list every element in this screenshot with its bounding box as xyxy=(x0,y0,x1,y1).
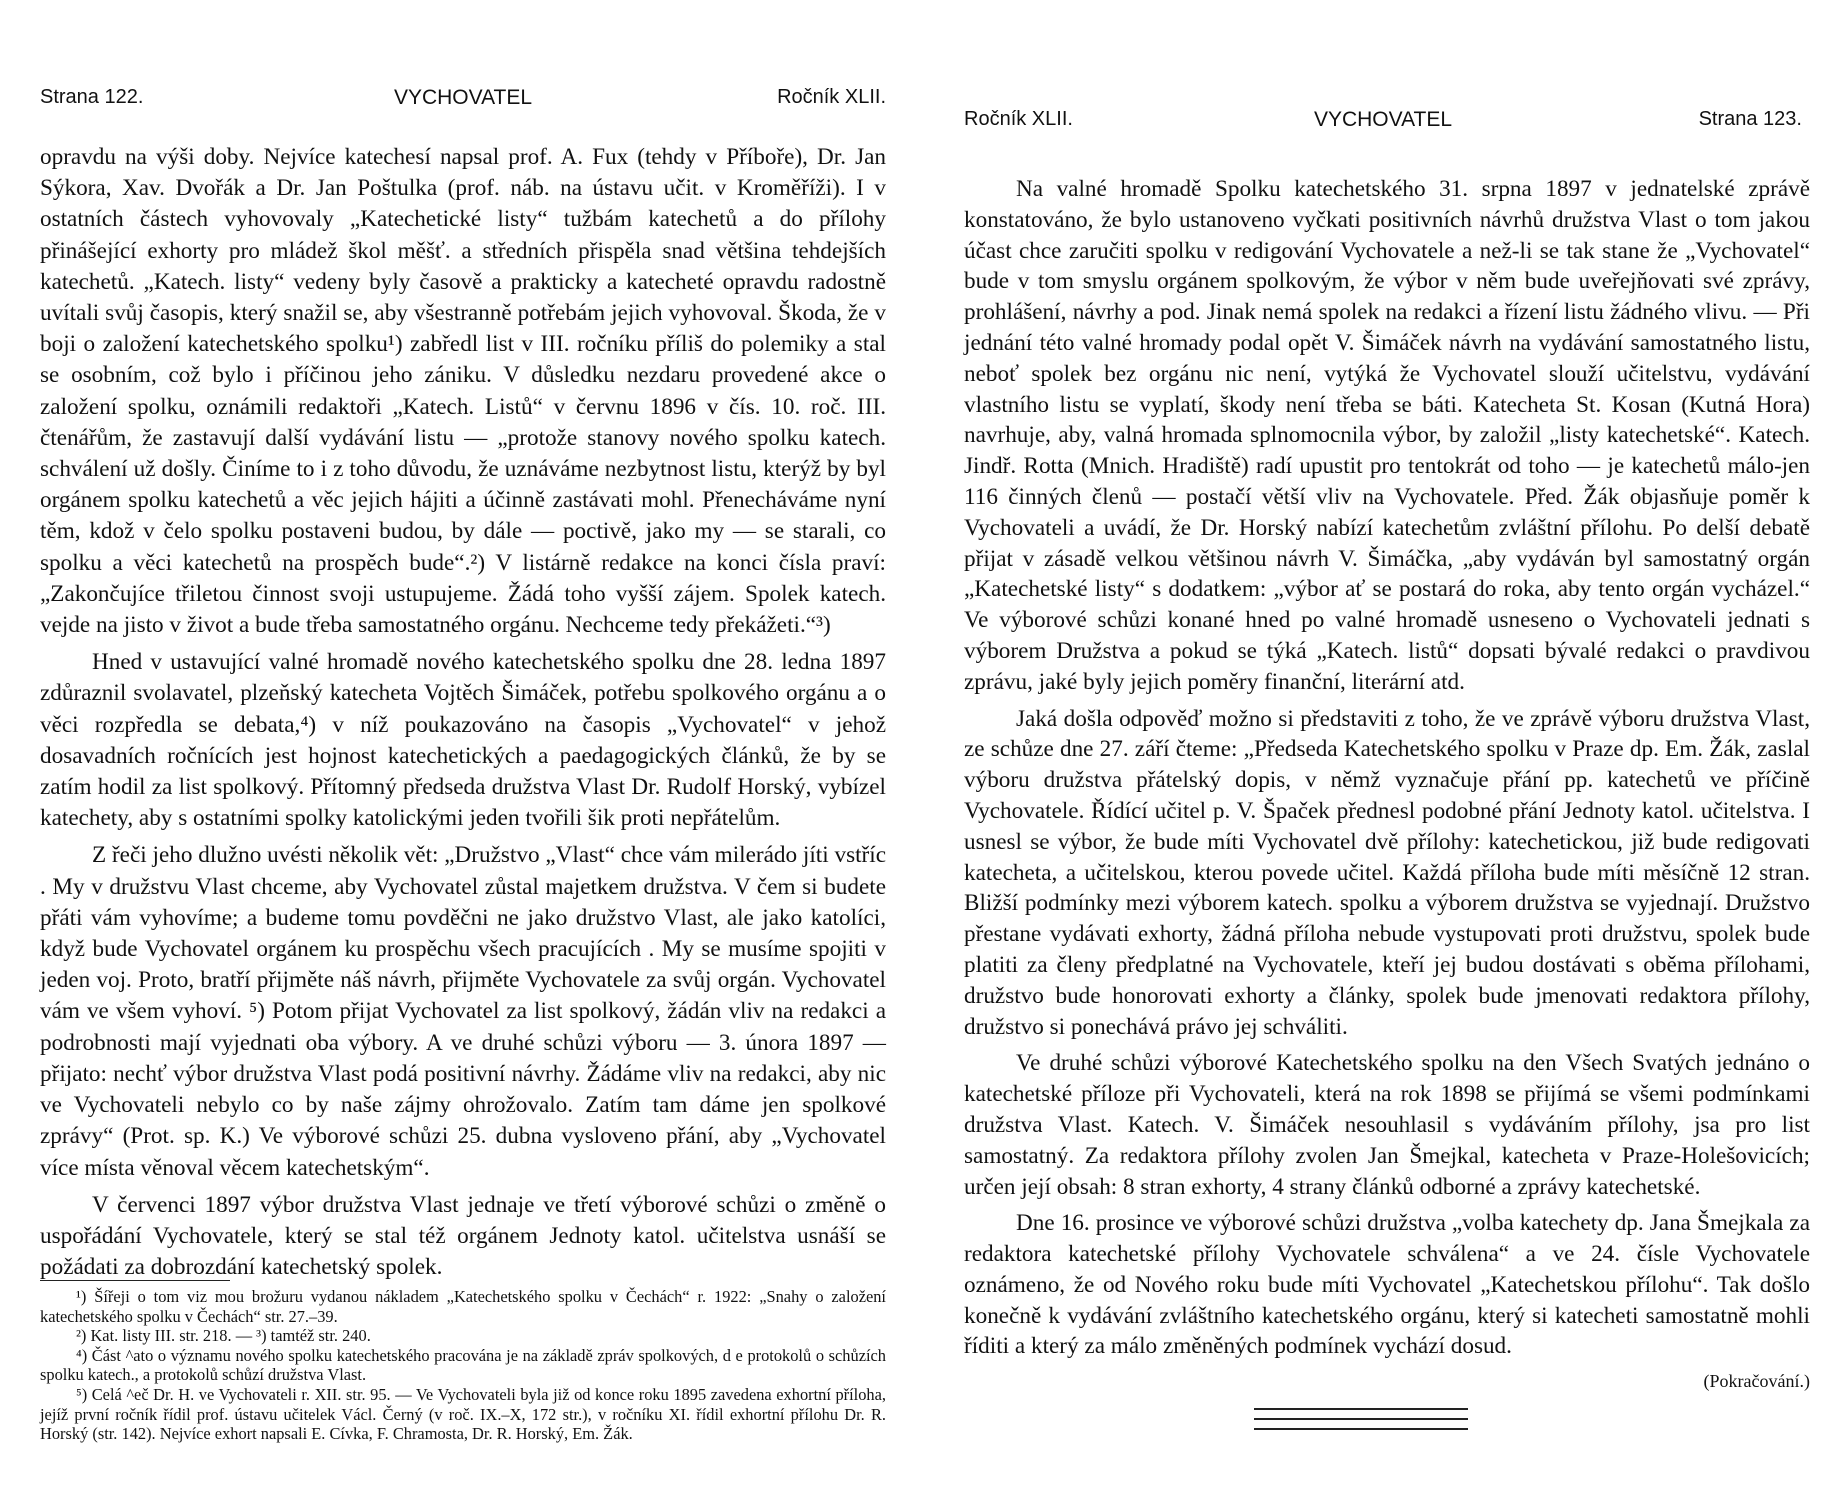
paragraph: Dne 16. prosince ve výborové schůzi družstva „volba katechety dp. Jana Šmejkala za redaktora katechetské přílohy Vychovatele schválena“ a ve 24. čísle Vychovatele oznámeno, že od Nového roku bude míti Vychovatel „Katechetskou přílohu“. Tak došlo konečně k vydávání zvláštního katechetského orgánu, který si katecheti samostatně mohli říditi a který za málo změněných podmínek vychází dosud. xyxy=(964,1210,1810,1360)
paragraph: opravdu na výši doby. Nejvíce katechesí napsal prof. A. Fux (tehdy v Příboře), Dr. Jan Sýkora, Xav. Dvořák a Dr. Jan Poštulka (prof. náb. na ústavu učit. v Kroměříži). I v ostatních částech vyhovovaly „Katechetické listy“ tužbám katechetů a do přílohy přinášející exhorty pro mládež škol měšť. a středních přispěla snad většina tehdejších katechetů. „Katech. listy“ vedeny byly časově a prakticky a katecheté opravdu radostně uvítali svůj časopis, který snažil se, aby všestranně potřebám jejich vyhovoval. Škoda, že v boji o založení katechetského spolku¹) zabředl list v III. ročníku příliš do polemiky a stal se osobním, což bylo i příčinou jeho zániku. V důsledku nezdaru provedené akce o založení spolku, oznámili redaktoři „Katech. Listů“ v červnu 1896 v čís. 10. roč. III. čtenářům, že zastavují další vydávání listu — „protože stanovy nového spolku katech. schválení už došly. Činíme to i z toho důvodu, že uznáváme nezbytnost listu, kterýž by byl orgánem spolku katechetů a věc jejich hájiti a účinně zastávati mohl. Přenecháváme nyní těm, kdož v čelo spolku postaveni budou, by dále — poctivě, jako my — se starali, co spolku a věci katechetů na prospěch bude“.²) V listárně redakce na konci čísla praví: „Zakončujíce třiletou činnost svoji ustupujeme. Žádá toho vyšší zájem. Spolek katech. vejde na jisto v život a bude třeba samostatného orgánu. Nechceme tedy překážeti.“³) xyxy=(40,144,886,639)
running-header xyxy=(40,86,886,116)
running-header xyxy=(964,108,1802,138)
paragraph: V červenci 1897 výbor družstva Vlast jednaje ve třetí výborové schůzi o změně o uspořádání Vychovatele, který se stal též orgánem Jednoty katol. učitelstva usnáší se požádati za dobrozdání katechetský spolek. xyxy=(40,1191,886,1281)
paragraph: Hned v ustavující valné hromadě nového katechetského spolku dne 28. ledna 1897 zdůraznil svolavatel, plzeňský katecheta Vojtěch Šimáček, potřebu spolkového orgánu a o věci rozpředla se debata,⁴) v níž poukazováno na časopis „Vychovatel“ v jehož dosavadních ročnících jest hojnost katechetických a paedagogických článků, že by se zatím hodil za list spolkový. Přítomný předseda družstva Vlast Dr. Rudolf Horský, vybízel katechety, aby s ostatními spolky katolickými jeden tvořili šik proti nepřátelům. xyxy=(40,649,886,832)
journal-title: VYCHOVATEL xyxy=(393,86,533,109)
article-body xyxy=(40,142,886,1283)
paragraph: Jaká došla odpověď možno si představiti z toho, že ve zprávě výboru družstva Vlast, ze schůze dne 27. září čteme: „Předseda Katechetského spolku v Praze dp. Em. Žák, zaslal výboru družstva přátelský dopis, v němž vyznačuje přání pp. katechetů ve příčině Vychovatele. Řídící učitel p. V. Špaček přednesl podobné přání Jednoty katol. učitelstva. I usnesl se výbor, že bude míti Vychovatel dvě přílohy: katechetickou, již bude redigovati katecheta, a učitelskou, kterou povede učitel. Každá příloha bude míti měsíčně 12 stran. Bližší podmínky mezi výborem katech. spolku a výborem družstva se vyjednají. Družstvo přestane vydávati exhorty, žádná příloha nebude vystupovati proti družstvu, spolek bude platiti za členy předplatné na Vychovatele, kteří jej budou dostávati s oběma přílohami, družstvo bude honorovati exhorty a články, spolek bude jmenovati redaktora přílohy, družstvo si ponechává právo jej schváliti. xyxy=(964,705,1810,1040)
footnote: ⁴) Část ^ato o významu nového spolku katechetského pracována je na základě zpráv spolkových, d e protokolů o schůzích spolku katech., a protokolů schůzí družstva Vlast. xyxy=(40,1345,886,1385)
footnotes xyxy=(40,1280,886,1444)
footnote: ²) Kat. listy III. str. 218. — ³) tamtéž str. 240. xyxy=(76,1326,371,1346)
page-number: Strana 123. xyxy=(1698,108,1802,130)
footnote: ⁵) Celá ^eč Dr. H. ve Vychovateli r. XII. str. 95. — Ve Vychovateli byla již od konce roku 1895 zavedena exhortní příloha, jejíž první ročník řídil prof. ústavu učitelek Václ. Černý (v roč. IX.–X, 172 str.), v ročníku XI. řídil exhortní přílohu Dr. R. Horský (str. 142). Nejvíce exhort napsali E. Cívka, F. Chramosta, Dr. R. Horský, Em. Žák. xyxy=(40,1384,886,1444)
page-number: Strana 122. xyxy=(40,86,144,108)
footnote-rule xyxy=(40,1280,230,1281)
end-ornament-rule xyxy=(1254,1408,1468,1438)
paragraph: Ve druhé schůzi výborové Katechetského spolku na den Všech Svatých jednáno o katechetské příloze při Vychovateli, která na rok 1898 se přijímá se všemi podmínkami družstva Vlast. Katech. V. Šimáček nesouhlasil s vydáváním přílohy, jsa pro list samostatný. Za redaktora přílohy zvolen Jan Šmejkal, katecheta v Praze-Holešovicích; určen její obsah: 8 stran exhorty, 4 strany článků odborné a zprávy katechetské. xyxy=(964,1050,1810,1200)
journal-title: VYCHOVATEL xyxy=(1313,108,1453,131)
continuation-note: (Pokračování.) xyxy=(1703,1371,1810,1392)
volume-label: Ročník XLII. xyxy=(964,108,1073,130)
footnote: ¹) Šířeji o tom viz mou brožuru vydanou nákladem „Katechetského spolku v Čechách“ r. 1922: „Snahy o založení katechetského spolku v Čechách“ str. 27.–39. xyxy=(40,1287,886,1326)
article-body xyxy=(964,168,1810,1397)
paragraph: Z řeči jeho dlužno uvésti několik vět: „Družstvo „Vlast“ chce vám milerádo jíti vstříc . My v družstvu Vlast chceme, aby Vychovatel zůstal majetkem družstva. V čem si budete přáti vám vyhovíme; a budeme tomu povděčni ne jako družstvo Vlast, ale jako katolíci, když bude Vychovatel orgánem ku prospěchu všech pracujících . My se musíme spojiti v jeden voj. Proto, bratří přijměte náš návrh, přijměte Vychovatele za svůj orgán. Vychovatel vám ve všem vyhoví. ⁵) Potom přijat Vychovatel za list spolkový, žádán vliv na redakci a podrobnosti mají vyjednati oba výbory. A ve druhé schůzi výboru — 3. února 1897 — přijato: nechť výbor družstva Vlast podá positivní návrhy. Žádáme vliv na redakci, aby nic ve Vychovateli nebylo co by naše zájmy ohrožovalo. Zatím tam dáme jen spolkové zprávy“ (Prot. sp. K.) Ve výborové schůzi 25. dubna vysloveno přání, aby „Vychovatel více místa věnoval věcem katechetským“. xyxy=(40,842,886,1181)
paragraph: Na valné hromadě Spolku katechetského 31. srpna 1897 v jednatelské zprávě konstatováno, že bylo ustanoveno vyčkati positivních návrhů družstva Vlast o tom jakou účast chce zaručiti spolku v redigování Vychovatele a než-li se tak stane že „Vychovatel“ bude v tom smyslu orgánem spolkovým, že výbor v něm bude uveřejňovati své zprávy, prohlášení, návrhy a pod. Jinak nemá spolek na redakci a řízení listu žádného vlivu. — Při jednání této valné hromady podal opět V. Šimáček návrh na vydávání samostatného listu, neboť spolek bez orgánu nic není, vytýká že Vychovatel slouží učitelstvu, vydávání vlastního listu se vyplatí, škody není třeba se báti. Katecheta St. Kosan (Kutná Hora) navrhuje, aby, valná hromada splnomocnila výbor, by založil „listy katechetské“. Katech. Jindř. Rotta (Mnich. Hradiště) radí upustit pro tentokrát od toho — je katechetů málo-jen 116 činných členů — postačí větší vliv na Vychovatele. Před. Žák objasňuje poměr k Vychovateli a uvádí, že Dr. Horský nabízí katechetům zvláštní přílohu. Po delší debatě přijat v zásadě velkou většinou návrh V. Šimáčka, „aby vydáván byl samostatný orgán „Katechetské listy“ s dodatkem: „výbor ať se postará do roka, aby tento orgán vycházel.“ Ve výborové schůzi konané hned po valné hromadě usneseno o Vychovateli jednati s výborem Družstva a pokud se týká „Katech. listů“ dopsati bývalé redakci o pravdivou zprávu, jaké byly jejich poměry finanční, literární atd. xyxy=(964,176,1810,695)
right-page xyxy=(916,0,1832,1500)
volume-label: Ročník XLII. xyxy=(777,86,886,108)
